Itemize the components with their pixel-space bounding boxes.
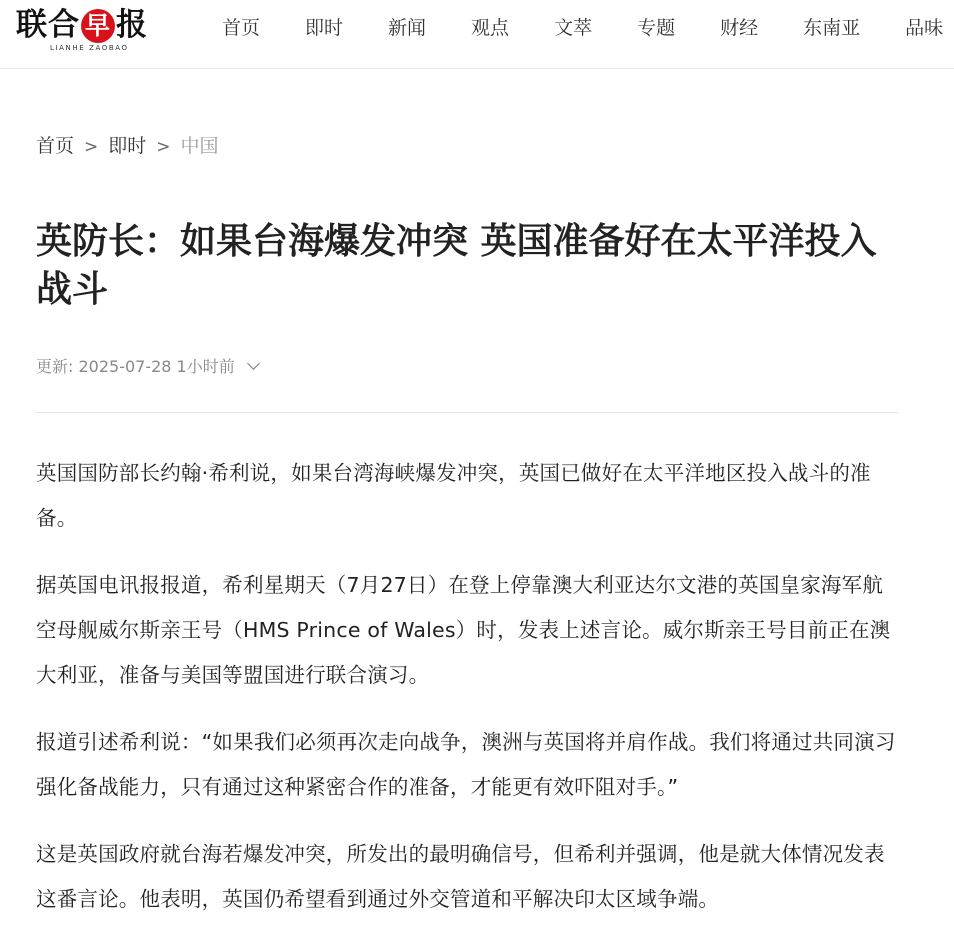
article-paragraph: 据英国电讯报报道，希利星期天（7月27日）在登上停靠澳大利亚达尔文港的英国皇家海军航空母舰威尔斯亲王号（HMS Prince of Wales）时，发表上述言论。威尔斯亲王号目前正在澳大利亚，准备与美国等盟国进行联合演习。 bbox=[36, 573, 891, 687]
article-paragraph: 报道引述希利说：“如果我们必须再次走向战争，澳洲与英国将并肩作战。我们将通过共同演习强化备战能力，只有通过这种紧密合作的准备，才能更有效吓阻对手。” bbox=[36, 730, 896, 799]
article-paragraph: 英国国防部长约翰·希利说，如果台湾海峡爆发冲突，英国已做好在太平洋地区投入战斗的准备。 bbox=[36, 461, 871, 530]
breadcrumb-realtime[interactable]: 即时 bbox=[108, 135, 147, 157]
update-time: 更新: 2025-07-28 1小时前 bbox=[36, 357, 235, 376]
logo-english: LIANHE ZAOBAO bbox=[50, 44, 129, 52]
nav-item-finance[interactable]: 财经 bbox=[720, 17, 759, 39]
logo-text-right: 报 bbox=[116, 7, 148, 43]
breadcrumb-separator: > bbox=[84, 137, 99, 157]
nav-item-special[interactable]: 专题 bbox=[637, 17, 676, 39]
logo-text-left: 联合 bbox=[16, 7, 80, 43]
nav-item-opinion[interactable]: 观点 bbox=[471, 17, 510, 39]
breadcrumb-separator: > bbox=[156, 137, 171, 157]
nav-item-southeast-asia[interactable]: 东南亚 bbox=[803, 17, 861, 39]
breadcrumb-home[interactable]: 首页 bbox=[36, 135, 75, 157]
breadcrumb bbox=[36, 130, 219, 163]
logo-chinese bbox=[16, 6, 148, 44]
site-logo[interactable] bbox=[16, 6, 166, 58]
article-title: 英防长：如果台海爆发冲突 英国准备好在太平洋投入战斗 bbox=[36, 221, 877, 310]
nav-item-realtime[interactable]: 即时 bbox=[305, 17, 344, 39]
nav-item-digest[interactable]: 文萃 bbox=[554, 17, 593, 39]
nav-item-lifestyle[interactable]: 品味 bbox=[905, 17, 944, 39]
article-meta bbox=[36, 354, 258, 380]
site-header bbox=[0, 0, 954, 69]
divider bbox=[36, 412, 898, 413]
nav-item-news[interactable]: 新闻 bbox=[388, 17, 427, 39]
chevron-down-icon[interactable] bbox=[247, 357, 260, 370]
main-nav bbox=[222, 0, 954, 56]
article-body bbox=[36, 451, 902, 944]
nav-item-home[interactable]: 首页 bbox=[222, 17, 261, 39]
breadcrumb-current[interactable]: 中国 bbox=[180, 135, 219, 157]
logo-red-circle: 早 bbox=[81, 9, 115, 43]
article-paragraph: 这是英国政府就台海若爆发冲突，所发出的最明确信号，但希利并强调，他是就大体情况发表这番言论。他表明，英国仍希望看到通过外交管道和平解决印太区域争端。 bbox=[36, 842, 885, 911]
